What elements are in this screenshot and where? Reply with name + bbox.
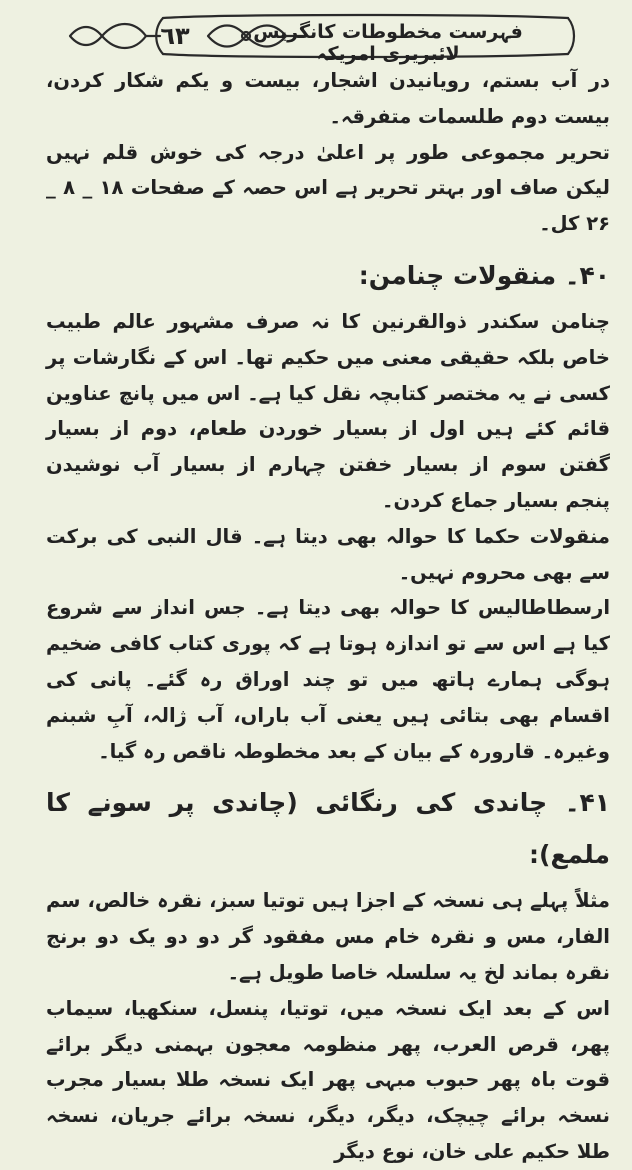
section-heading-41: ۴۱۔ چاندی کی رنگائی (چاندی پر سونے کا ملمع): (46, 788, 610, 870)
paragraph-7: اس کے بعد ایک نسخہ میں، توتیا، پنسل، سنکھیا، سیماب پھر، قرص العرب، پھر منظومہ معجون بہمنی دیگر برائے قوت باہ پھر حبوب مبہی پھر ایک نسخہ طلا بسیار مجرب نسخہ برائے چیچک، دیگر، دیگر، نسخہ برائے جریان، نسخہ طلا حکیم علی خان، نوع دیگر (46, 996, 610, 1163)
paragraph-4: منقولات حکما کا حوالہ بھی دیتا ہے۔ قال النبی کی برکت سے بھی محروم نہیں۔ (46, 524, 610, 584)
running-title: فہرست مخطوطات کانگریس لائبریری امریکہ (253, 21, 523, 65)
paragraph-3: چنامن سکندر ذوالقرنین کا نہ صرف مشہور عالم طبیب خاص بلکہ حقیقی معنی میں حکیم تھا۔ اس کے نگارشات پر کسی نے یہ مختصر کتابچہ نقل کیا ہے۔ اس میں پانچ عناوین قائم کئے ہیں اول از بسیار خوردن طعام، دوم از بسیار گفتن سوم از بسیار خفتن چہارم از بسیار آب نوشیدن پنجم بسیار جماع کردن۔ (46, 309, 610, 512)
paragraph-2: تحریر مجموعی طور پر اعلیٰ درجہ کی خوش قلم نہیں لیکن صاف اور بہتر تحریر ہے اس حصہ کے صفحات ۱۸ _ ۸ _ ۲۶ کل۔ (46, 140, 610, 236)
page-number: ٦٣ (160, 22, 190, 50)
paragraph-6: مثلاً پہلے ہی نسخہ کے اجزا ہیں توتیا سبز، نقرہ خالص، سم الفار، مس و نقرہ خام مس مفقود گر دو دو یک دو برنج نقرہ بماند لخ یہ سلسلہ خاصا طویل ہے۔ (46, 889, 610, 984)
page-header (58, 10, 578, 65)
section-heading-40: ۴۰۔ منقولات چنامن: (358, 260, 610, 290)
paragraph-5: ارسطاطالیس کا حوالہ بھی دیتا ہے۔ جس انداز سے شروع کیا ہے اس سے تو اندازہ ہوتا ہے کہ پوری کتاب کافی ضخیم ہوگی ہمارے ہاتھ میں تو چند اوراق رہ گئے۔ پانی کی اقسام بھی بتائی ہیں یعنی آب باراں، آب ژالہ، آبِ شبنم وغیرہ۔ قارورہ کے بیان کے بعد مخطوطہ ناقص رہ گیا۔ (46, 596, 610, 763)
paragraph-1: در آب بستم، رویانیدن اشجار، بیست و یکم شکار کردن، بیست دوم طلسمات متفرقہ۔ (46, 69, 610, 128)
main-text (46, 63, 610, 1170)
